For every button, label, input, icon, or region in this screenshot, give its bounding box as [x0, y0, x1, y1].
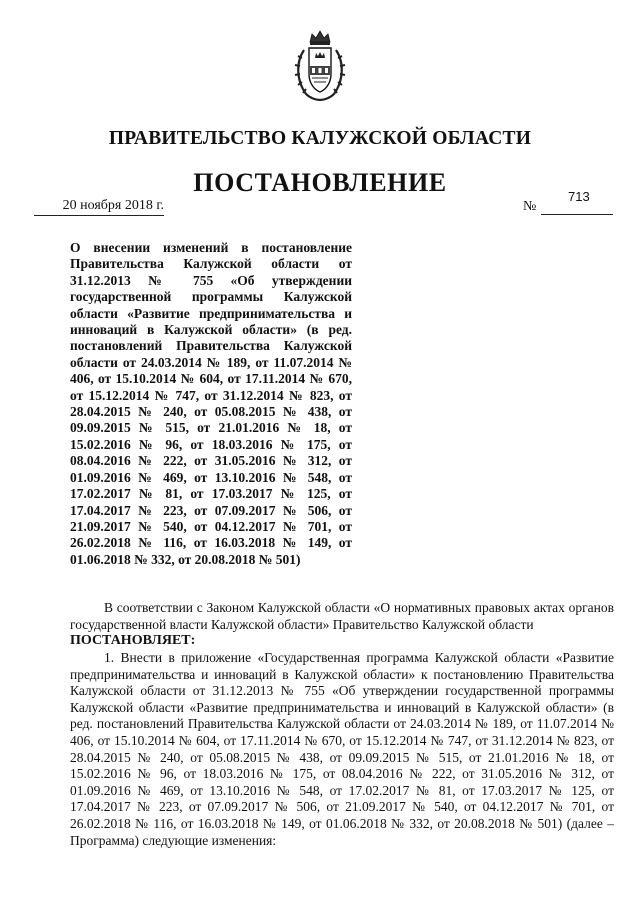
document-subject: О внесении изменений в постановление Правительства Калужской области от 31.12.2013 № 755 «Об утверждении государственной программы Калужской области «Развитие предпринимательства и инноваций в Калужской области» (в ред. постановлений Правительства Калужской области от 24.03.2014 № 189, от 11.07.2014 № 406, от 15.10.2014 № 604, от 17.11.2014 № 670, от 15.12.2014 № 747, от 31.12.2014 № 823, от 28.04.2015 № 240, от 05.08.2015 № 438, от 09.09.2015 № 515, от 21.01.2016 № 18, от 15.02.2016 № 96, от 18.03.2016 № 175, от 08.04.2016 № 222, от 31.05.2016 № 312, от 01.09.2016 № 469, от 13.10.2016 № 548, от 17.02.2017 № 81, от 17.03.2017 № 125, от 17.04.2017 № 223, от 07.09.2017 № 506, от 21.09.2017 № 540, от 04.12.2017 № 701, от 26.02.2018 № 116, от 16.03.2018 № 149, от 01.06.2018 № 332, от 20.08.2018 № 501)	[70, 240, 352, 567]
decree-word: ПОСТАНОВЛЯЕТ:	[70, 633, 196, 648]
preamble-paragraph: В соответствии с Законом Калужской области «О нормативных правовых актах органов государственной власти Калужской области» Правительство Калужской области	[70, 600, 614, 632]
item-1-paragraph: 1. Внести в приложение «Государственная программа Калужской области «Развитие предпринимательства и инноваций в Калужской области» к постановлению Правительства Калужской области от 31.12.2013 № 755 «Об утверждении государственной программы Калужской области «Развитие предпринимательства и инноваций в Калужской области» (в ред. постановлений Правительства Калужской области от 24.03.2014 № 189, от 11.07.2014 № 406, от 15.10.2014 № 604, от 17.11.2014 № 670, от 15.12.2014 № 747, от 31.12.2014 № 823, от 28.04.2015 № 240, от 05.08.2015 № 438, от 09.09.2015 № 515, от 21.01.2016 № 18, от 15.02.2016 № 96, от 18.03.2016 № 175, от 08.04.2016 № 222, от 31.05.2016 № 312, от 01.09.2016 № 469, от 13.10.2016 № 548, от 17.02.2017 № 81, от 17.03.2017 № 125, от 17.04.2017 № 223, от 07.09.2017 № 506, от 21.09.2017 № 540, от 04.12.2017 № 701, от 26.02.2018 № 116, от 16.03.2018 № 149, от 01.06.2018 № 332, от 20.08.2018 № 501) (далее – Программа) следующие изменения:	[70, 650, 614, 848]
document-date: 20 ноября 2018 г.	[34, 198, 164, 216]
number-label: №	[523, 199, 537, 214]
document-number: 713	[568, 189, 590, 204]
kaluga-region-coat-of-arms-icon	[292, 28, 348, 104]
government-name: ПРАВИТЕЛЬСТВО КАЛУЖСКОЙ ОБЛАСТИ	[108, 128, 532, 149]
document-type: ПОСТАНОВЛЕНИЕ	[193, 168, 447, 197]
